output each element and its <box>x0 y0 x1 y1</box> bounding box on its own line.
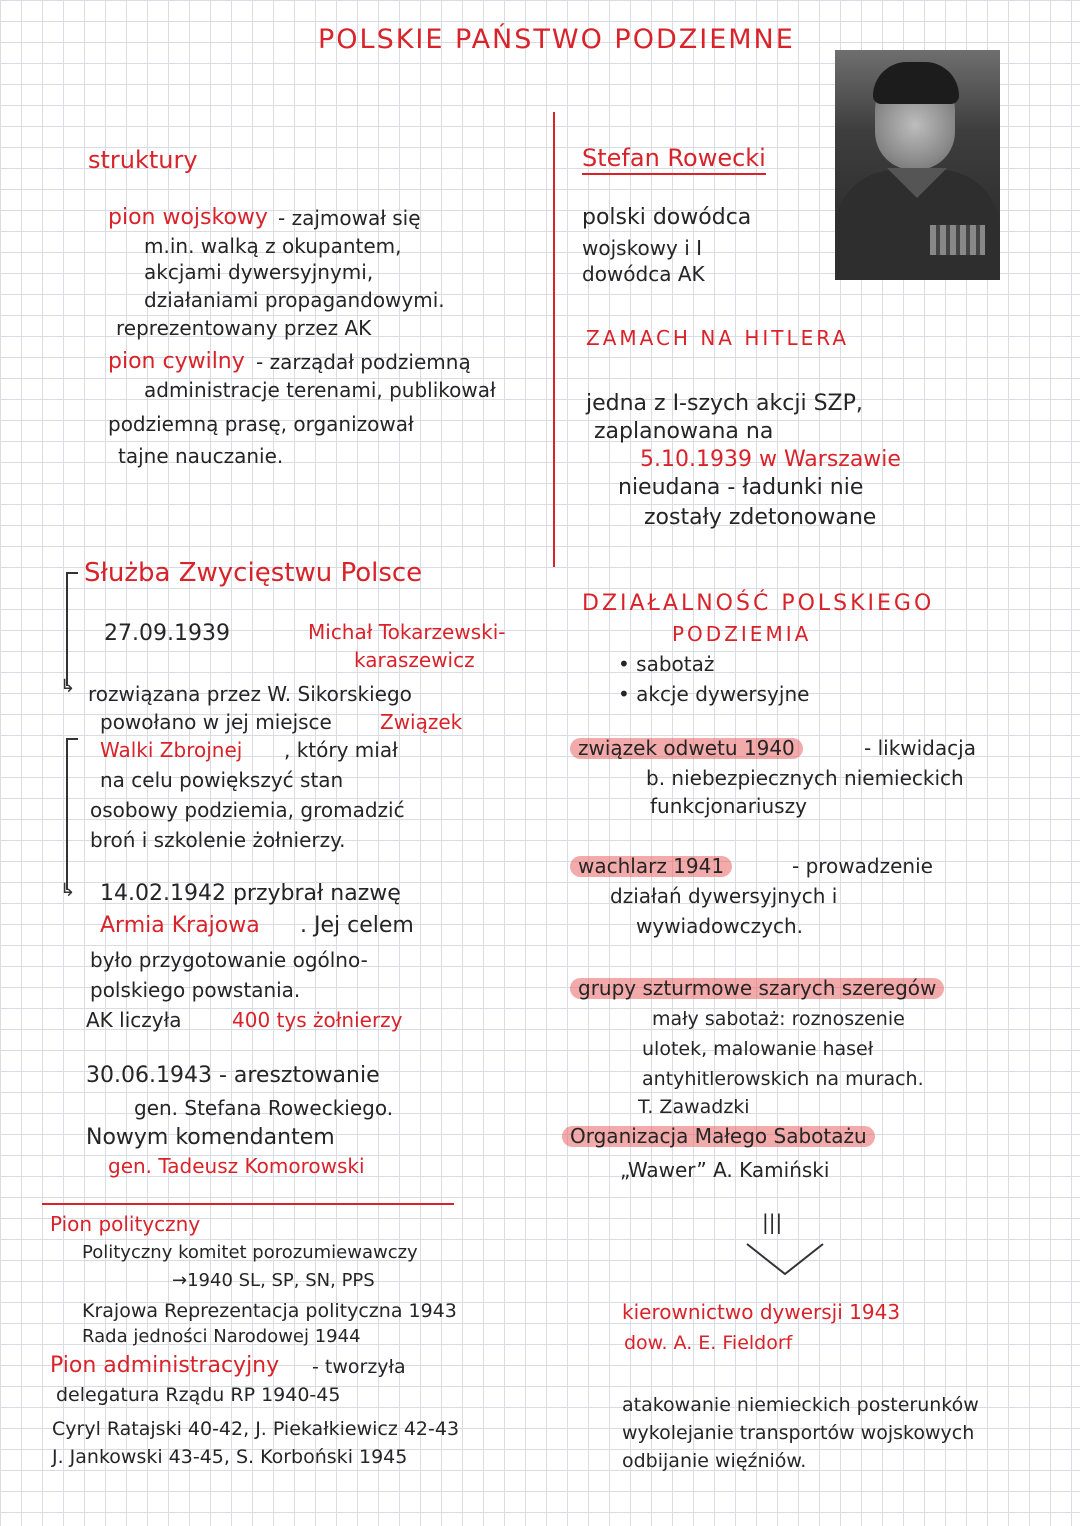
highlight-oms: Organizacja Małego Sabotażu <box>562 1126 875 1147</box>
arrow-icon: ↳ <box>60 676 76 697</box>
portrait-photo <box>835 50 1000 280</box>
rowecki-name: Stefan Rowecki <box>582 146 766 175</box>
kedyw-title: kierownictwo dywersji 1943 <box>622 1300 901 1324</box>
ak-text: polskiego powstania. <box>90 978 301 1002</box>
new-commander: gen. Tadeusz Komorowski <box>108 1154 365 1178</box>
grupy-text: mały sabotaż: roznoszenie <box>652 1008 905 1030</box>
wachlarz-text: - prowadzenie <box>792 854 933 878</box>
page-title: POLSKIE PAŃSTWO PODZIEMNE <box>318 24 795 55</box>
highlight-wachlarz: wachlarz 1941 <box>570 856 732 877</box>
oms-text: „Wawer” A. Kamiński <box>620 1158 830 1182</box>
equals-sign: ||| <box>762 1210 783 1234</box>
wachlarz-text: wywiadowczych. <box>636 914 804 938</box>
wachlarz-text: działań dywersyjnych i <box>610 884 838 908</box>
kedyw-text: atakowanie niemieckich posterunków <box>622 1394 979 1416</box>
szp-date: 27.09.1939 <box>104 621 230 646</box>
ak-text: 14.02.1942 przybrał nazwę <box>100 881 401 906</box>
odwet-text: b. niebezpiecznych niemieckich <box>646 766 964 790</box>
ak-count-prefix: AK liczyła <box>86 1008 182 1032</box>
zwz-name: Walki Zbrojnej <box>100 738 243 762</box>
szp-person: karaszewicz <box>354 648 475 672</box>
kedyw-text: odbijanie więźniów. <box>622 1450 807 1472</box>
ak-text: było przygotowanie ogólno- <box>90 948 368 972</box>
pion-cywilny-text: administracje terenami, publikował <box>144 378 496 402</box>
rowecki-text: wojskowy i I <box>582 236 703 260</box>
pion-wojskowy-text: - zajmował się <box>278 206 421 230</box>
pion-cywilny-label: pion cywilny <box>108 349 245 374</box>
szp-text: rozwiązana przez W. Sikorskiego <box>88 682 412 706</box>
column-divider <box>553 112 555 567</box>
kedyw-text: wykolejanie transportów wojskowych <box>622 1422 975 1444</box>
admin-text: Cyryl Ratajski 40-42, J. Piekałkiewicz 42-43 <box>52 1418 460 1440</box>
pion-wojskowy-text: działaniami propagandowymi. <box>144 288 445 312</box>
grupy-text: ulotek, malowanie haseł <box>642 1038 874 1060</box>
szp-title: Służba Zwycięstwu Polsce <box>84 558 423 588</box>
pion-cywilny-text: podziemną prasę, organizował <box>108 412 414 436</box>
polityczny-text: Polityczny komitet porozumiewawczy <box>82 1242 418 1263</box>
ak-text: . Jej celem <box>300 913 414 938</box>
bracket-line <box>66 738 78 890</box>
dzialalnosc-title: DZIAŁALNOŚĆ POLSKIEGO <box>582 591 935 616</box>
pion-wojskowy-text: m.in. walką z okupantem, <box>144 234 402 258</box>
polityczny-text: Krajowa Reprezentacja polityczna 1943 <box>82 1300 457 1322</box>
zwz-name: Związek <box>380 710 463 734</box>
pion-admin-label: Pion administracyjny <box>50 1353 280 1378</box>
zwz-text: osobowy podziemia, gromadzić <box>90 798 405 822</box>
bracket-line <box>66 572 78 686</box>
pion-polityczny-label: Pion polityczny <box>50 1212 201 1236</box>
highlight-odwet: związek odwetu 1940 <box>570 738 803 759</box>
rowecki-text: dowódca AK <box>582 262 705 286</box>
admin-text: J. Jankowski 43-45, S. Korboński 1945 <box>52 1446 408 1468</box>
pion-admin-suffix: - tworzyła <box>312 1356 406 1378</box>
arrest-text: Nowym komendantem <box>86 1125 335 1150</box>
grupy-text: antyhitlerowskich na murach. <box>642 1068 924 1090</box>
ak-count: 400 tys żołnierzy <box>232 1008 403 1032</box>
pion-cywilny-text: tajne nauczanie. <box>118 444 284 468</box>
section-divider <box>42 1203 454 1205</box>
zamach-text: jedna z I-szych akcji SZP, <box>586 391 863 416</box>
admin-text: delegatura Rządu RP 1940-45 <box>56 1384 341 1406</box>
arrow-down-icon <box>745 1240 825 1280</box>
ak-name: Armia Krajowa <box>100 913 260 938</box>
zamach-text: zaplanowana na <box>594 419 774 444</box>
rowecki-text: polski dowódca <box>582 205 752 230</box>
arrow-icon: ↳ <box>60 880 76 901</box>
zamach-text: nieudana - ładunki nie <box>618 475 864 500</box>
arrest-text: gen. Stefana Roweckiego. <box>134 1096 394 1120</box>
szp-text: powołano w jej miejsce <box>100 710 332 734</box>
bullet-item: • akcje dywersyjne <box>618 682 810 706</box>
zamach-title: ZAMACH NA HITLERA <box>586 326 850 350</box>
pion-wojskowy-label: pion wojskowy <box>108 205 268 230</box>
zwz-text: na celu powiększyć stan <box>100 768 344 792</box>
dzialalnosc-title: PODZIEMIA <box>672 622 812 646</box>
zamach-date: 5.10.1939 w Warszawie <box>640 447 901 472</box>
bullet-item: • sabotaż <box>618 652 715 676</box>
zamach-text: zostały zdetonowane <box>644 505 877 530</box>
pion-wojskowy-text: reprezentowany przez AK <box>116 316 372 340</box>
pion-cywilny-text: - zarządał podziemną <box>256 350 471 374</box>
kedyw-dow: dow. A. E. Fieldorf <box>624 1332 793 1354</box>
arrest-text: 30.06.1943 - aresztowanie <box>86 1063 380 1088</box>
heading-struktury: struktury <box>88 146 198 174</box>
polityczny-text: Rada jedności Narodowej 1944 <box>82 1326 361 1347</box>
zwz-text: broń i szkolenie żołnierzy. <box>90 828 346 852</box>
polityczny-text: →1940 SL, SP, SN, PPS <box>172 1270 375 1291</box>
grupy-text: T. Zawadzki <box>638 1096 750 1118</box>
zwz-text: , który miał <box>284 738 398 762</box>
szp-person: Michał Tokarzewski- <box>308 620 506 644</box>
odwet-text: funkcjonariuszy <box>650 794 807 818</box>
highlight-grupy: grupy szturmowe szarych szeregów <box>570 978 944 999</box>
pion-wojskowy-text: akcjami dywersyjnymi, <box>144 260 374 284</box>
odwet-text: - likwidacja <box>864 736 976 760</box>
